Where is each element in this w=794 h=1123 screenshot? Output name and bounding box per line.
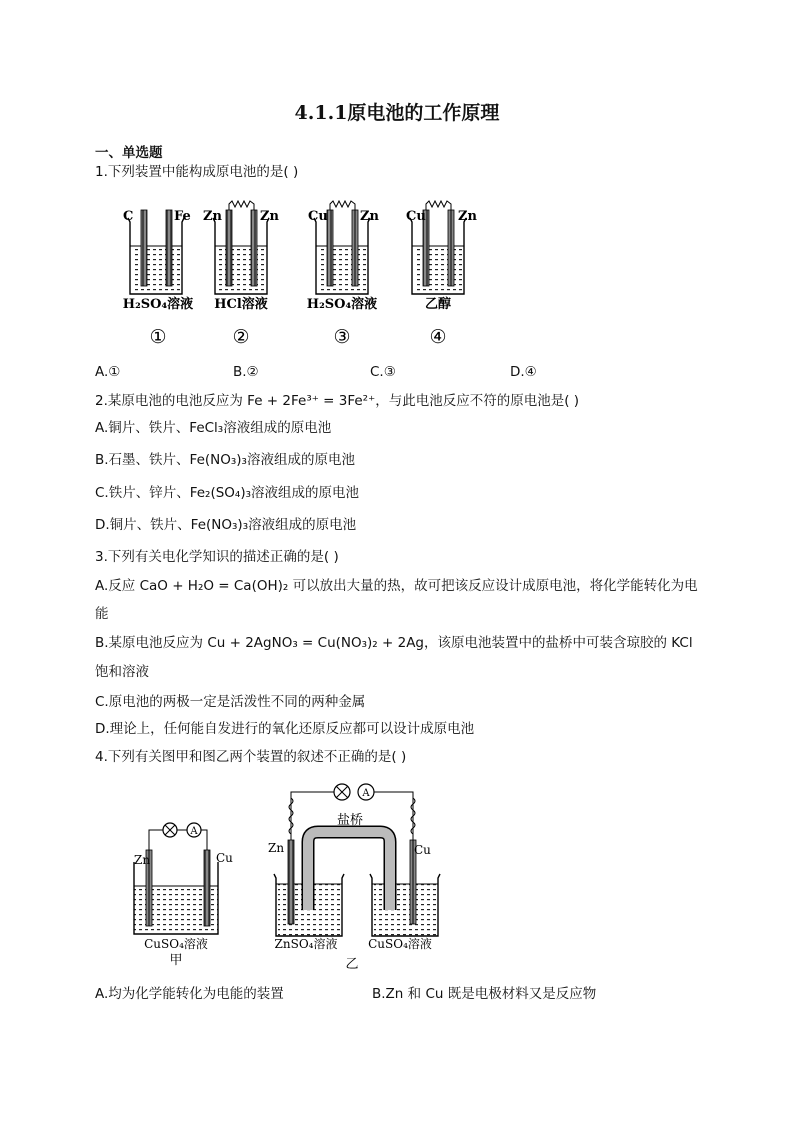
q1-option-d[interactable]: D.④ <box>510 364 537 380</box>
beaker-2-number: ② <box>232 326 250 348</box>
q4-option-a[interactable]: A.均为化学能转化为电能的装置 <box>95 986 284 1002</box>
section-heading: 一、单选题 <box>95 145 163 161</box>
beaker-3-left-label: Cu <box>308 209 328 224</box>
question-1-stem: 1.下列装置中能构成原电池的是( ) <box>95 164 299 180</box>
beaker-2-left-label: Zn <box>203 209 222 224</box>
q3-option-c[interactable]: C.原电池的两极一定是活泼性不同的两种金属 <box>95 694 366 710</box>
q3-option-b-cont: 饱和溶液 <box>95 664 149 680</box>
beaker-1-solution: H₂SO₄溶液 <box>122 297 194 312</box>
beaker-4-solution: 乙醇 <box>424 297 452 312</box>
page-title: 4.1.1原电池的工作原理 <box>294 102 500 124</box>
beaker-2-solution: HCl溶液 <box>214 297 268 312</box>
q3-option-b[interactable]: B.某原电池反应为 Cu + 2AgNO₃ = Cu(NO₃)₂ + 2Ag，该原电池装置中的盐桥中可装含琼胶的 KCl <box>95 635 693 651</box>
question-1-figure <box>110 198 510 348</box>
q2-option-d[interactable]: D.铜片、铁片、Fe(NO₃)₃溶液组成的原电池 <box>95 517 357 533</box>
figure-jia-caption: 甲 <box>169 953 183 968</box>
q3-option-a[interactable]: A.反应 CaO + H₂O = Ca(OH)₂ 可以放出大量的热，故可把该反应设计成原电池，将化学能转化为电 <box>95 578 698 594</box>
beaker-1-right-label: Fe <box>174 209 191 224</box>
question-4-stem: 4.下列有关图甲和图乙两个装置的叙述不正确的是( ) <box>95 749 407 765</box>
q2-option-a[interactable]: A.铜片、铁片、FeCl₃溶液组成的原电池 <box>95 420 332 436</box>
beaker-3-solution: H₂SO₄溶液 <box>306 297 378 312</box>
beaker-3-number: ③ <box>333 326 351 348</box>
figure-yi-caption: 乙 <box>345 957 359 972</box>
figure-jia-solution: CuSO₄溶液 <box>144 937 208 951</box>
figure-yi-left-solution: ZnSO₄溶液 <box>274 937 338 951</box>
q3-option-d[interactable]: D.理论上，任何能自发进行的氧化还原反应都可以设计成原电池 <box>95 721 475 737</box>
beaker-1-left-label: C <box>123 209 134 224</box>
q3-option-a-cont: 能 <box>95 606 109 622</box>
q1-option-c[interactable]: C.③ <box>370 364 396 380</box>
figure-jia <box>134 823 218 934</box>
q4-option-b[interactable]: B.Zn 和 Cu 既是电极材料又是反应物 <box>372 986 597 1002</box>
figure-yi-meter-label: A <box>362 788 370 799</box>
question-2-stem: 2.某原电池的电池反应为 Fe + 2Fe³⁺ = 3Fe²⁺，与此电池反应不符的原电池是( ) <box>95 393 580 409</box>
figure-yi-right-solution: CuSO₄溶液 <box>368 937 432 951</box>
q2-option-c[interactable]: C.铁片、锌片、Fe₂(SO₄)₃溶液组成的原电池 <box>95 485 360 501</box>
figure-yi-cu-label: Cu <box>414 843 431 857</box>
figure-jia-meter-label: A <box>190 826 198 837</box>
figure-jia-cu-label: Cu <box>216 851 233 865</box>
q1-option-a[interactable]: A.① <box>95 364 121 380</box>
beaker-1-number: ① <box>149 326 167 348</box>
q2-option-b[interactable]: B.石墨、铁片、Fe(NO₃)₃溶液组成的原电池 <box>95 452 355 468</box>
beaker-4-left-label: Cu <box>406 209 426 224</box>
beaker-4-number: ④ <box>429 326 447 348</box>
question-3-stem: 3.下列有关电化学知识的描述正确的是( ) <box>95 549 339 565</box>
q1-option-b[interactable]: B.② <box>233 364 259 380</box>
figure-yi <box>274 784 440 936</box>
beaker-3-right-label: Zn <box>360 209 379 224</box>
figure-yi-zn-label: Zn <box>268 841 285 855</box>
figure-jia-zn-label: Zn <box>134 853 151 867</box>
beaker-4-right-label: Zn <box>458 209 477 224</box>
beaker-2-right-label: Zn <box>260 209 279 224</box>
figure-yi-bridge-label: 盐桥 <box>336 813 364 828</box>
question-4-figure <box>120 778 450 978</box>
